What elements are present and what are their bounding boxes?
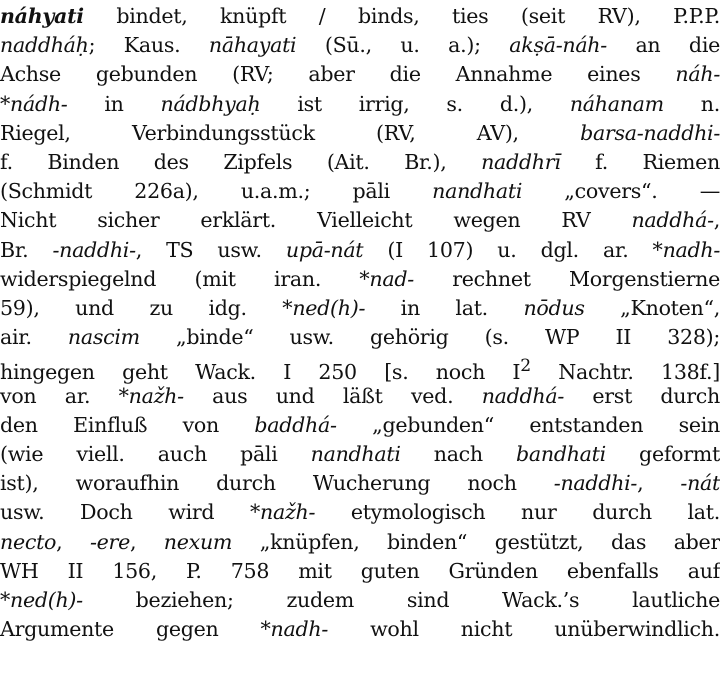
italic-term: akṣā-náh- bbox=[509, 33, 607, 58]
italic-term: nádbhyaḥ bbox=[160, 91, 261, 116]
text-line bbox=[0, 59, 720, 89]
italic-term: naddhrī bbox=[481, 150, 561, 174]
text-segment: Br. bbox=[0, 237, 53, 262]
text-segment: , bbox=[129, 529, 164, 554]
text-line bbox=[0, 322, 720, 352]
text-segment: (Schmidt 226a), u.a.m.; pāli bbox=[0, 179, 433, 204]
italic-term: -ere bbox=[89, 529, 130, 554]
italic-term: bandhati bbox=[516, 442, 606, 466]
italic-term: -nát bbox=[680, 471, 720, 496]
text-line bbox=[0, 293, 720, 323]
italic-term: nažh- bbox=[260, 500, 316, 525]
text-segment: Nicht sicher erklärt. Vielleicht wegen RV bbox=[0, 208, 632, 233]
text-segment: erst durch bbox=[564, 383, 720, 408]
text-segment: (I 107) u. dgl. ar. * bbox=[363, 237, 663, 262]
italic-term: naddhá- bbox=[481, 383, 564, 408]
text-segment: widerspiegelnd (mit iran. * bbox=[0, 266, 370, 291]
text-segment: WH II 156, P. 758 mit guten Gründen ebenfalls auf bbox=[0, 558, 720, 583]
text-segment: hingegen geht Wack. I 250 [s. noch I bbox=[0, 360, 521, 385]
italic-term: naddhá- bbox=[631, 208, 714, 233]
text-segment: , bbox=[713, 208, 720, 233]
text-line bbox=[0, 1, 720, 31]
text-segment: (Sū., u. a.); bbox=[296, 33, 510, 58]
text-segment: , TS usw. bbox=[135, 237, 286, 262]
italic-term: nexum bbox=[163, 529, 233, 554]
text-segment: geformt bbox=[605, 442, 720, 466]
text-line bbox=[0, 468, 720, 498]
text-segment: beziehen; zudem sind Wack.’s lautliche bbox=[82, 588, 720, 612]
text-line bbox=[0, 89, 720, 119]
text-segment: an die bbox=[606, 33, 720, 58]
text-segment: Nachtr. 138f.] bbox=[530, 360, 720, 385]
text-segment: in bbox=[67, 91, 161, 116]
text-line bbox=[0, 147, 720, 177]
text-segment: n. bbox=[663, 91, 720, 116]
italic-term: nažh- bbox=[128, 383, 184, 408]
superscript: 2 bbox=[520, 356, 531, 377]
text-segment: ; Kaus. bbox=[88, 33, 209, 58]
italic-term: upā-nát bbox=[285, 237, 364, 262]
italic-term: ned(h)- bbox=[292, 296, 366, 320]
text-segment: (wie viell. auch pāli bbox=[0, 442, 311, 466]
headword: náhyati bbox=[0, 4, 84, 28]
italic-term: náhanam bbox=[569, 91, 664, 116]
text-segment: wohl nicht unüberwindlich. bbox=[328, 617, 720, 642]
text-segment: „binde“ usw. gehörig (s. WP II 328); bbox=[139, 325, 720, 350]
text-line bbox=[0, 176, 720, 206]
text-segment: den Einfluß von bbox=[0, 412, 255, 437]
italic-term: baddhá- bbox=[254, 412, 337, 437]
text-line bbox=[0, 556, 720, 586]
text-segment: , bbox=[637, 471, 681, 496]
text-segment: 59), und zu idg. * bbox=[0, 296, 293, 320]
italic-term: nōdus bbox=[523, 296, 585, 320]
text-line bbox=[0, 118, 720, 148]
italic-term: -naddhi- bbox=[52, 237, 136, 262]
text-segment: „Knoten“, bbox=[584, 296, 720, 320]
text-segment: „knüpfen, binden“ gestützt, das aber bbox=[232, 529, 720, 554]
text-segment: bindet, knüpft / binds, ties (seit RV), P.P.P. bbox=[83, 4, 720, 28]
text-segment: ist), woraufhin durch Wucherung noch bbox=[0, 471, 554, 496]
text-line bbox=[0, 264, 720, 294]
text-line bbox=[0, 235, 720, 265]
italic-term: ned(h)- bbox=[10, 588, 83, 612]
text-segment: aus und läßt ved. bbox=[183, 383, 482, 408]
italic-term: nádh- bbox=[10, 91, 68, 116]
text-segment: „covers“. — bbox=[522, 179, 720, 204]
text-segment: f. Binden des Zipfels (Ait. Br.), bbox=[0, 150, 482, 174]
text-line bbox=[0, 351, 720, 385]
italic-term: naddháḥ bbox=[0, 33, 89, 58]
text-segment: , bbox=[56, 529, 90, 554]
text-segment: nach bbox=[400, 442, 517, 466]
text-line bbox=[0, 439, 720, 469]
text-line bbox=[0, 205, 720, 235]
text-line bbox=[0, 30, 720, 60]
text-segment: in lat. bbox=[365, 296, 524, 320]
text-segment: * bbox=[0, 588, 10, 612]
text-line bbox=[0, 497, 720, 527]
italic-term: necto bbox=[0, 529, 57, 554]
text-line bbox=[0, 410, 720, 440]
text-segment: rechnet Morgenstierne bbox=[413, 266, 720, 291]
text-segment: von ar. * bbox=[0, 383, 129, 408]
text-segment: Riegel, Verbindungsstück (RV, AV), bbox=[0, 120, 581, 145]
italic-term: nandhati bbox=[310, 442, 401, 466]
italic-term: náh- bbox=[675, 62, 720, 87]
italic-term: nascim bbox=[67, 325, 140, 350]
italic-term: -naddhi- bbox=[553, 471, 638, 496]
text-line bbox=[0, 585, 720, 615]
italic-term: nadh- bbox=[270, 617, 328, 642]
italic-term: nadh- bbox=[662, 237, 720, 262]
text-segment: Achse gebunden (RV; aber die Annahme eines bbox=[0, 62, 676, 87]
text-segment: air. bbox=[0, 325, 68, 350]
text-segment: etymologisch nur durch lat. bbox=[315, 500, 720, 525]
text-line bbox=[0, 614, 720, 644]
italic-term: nandhati bbox=[432, 179, 523, 204]
text-segment: * bbox=[0, 91, 10, 116]
text-segment: usw. Doch wird * bbox=[0, 500, 260, 525]
text-line bbox=[0, 527, 720, 557]
text-segment: f. Riemen bbox=[560, 150, 720, 174]
text-segment: Argumente gegen * bbox=[0, 617, 271, 642]
italic-term: nāhayati bbox=[208, 33, 297, 58]
italic-term: barsa-naddhi- bbox=[580, 120, 720, 145]
italic-term: nad- bbox=[369, 266, 414, 291]
text-line bbox=[0, 381, 720, 411]
text-segment: „gebunden“ entstanden sein bbox=[336, 412, 720, 437]
text-segment: ist irrig, s. d.), bbox=[260, 91, 570, 116]
